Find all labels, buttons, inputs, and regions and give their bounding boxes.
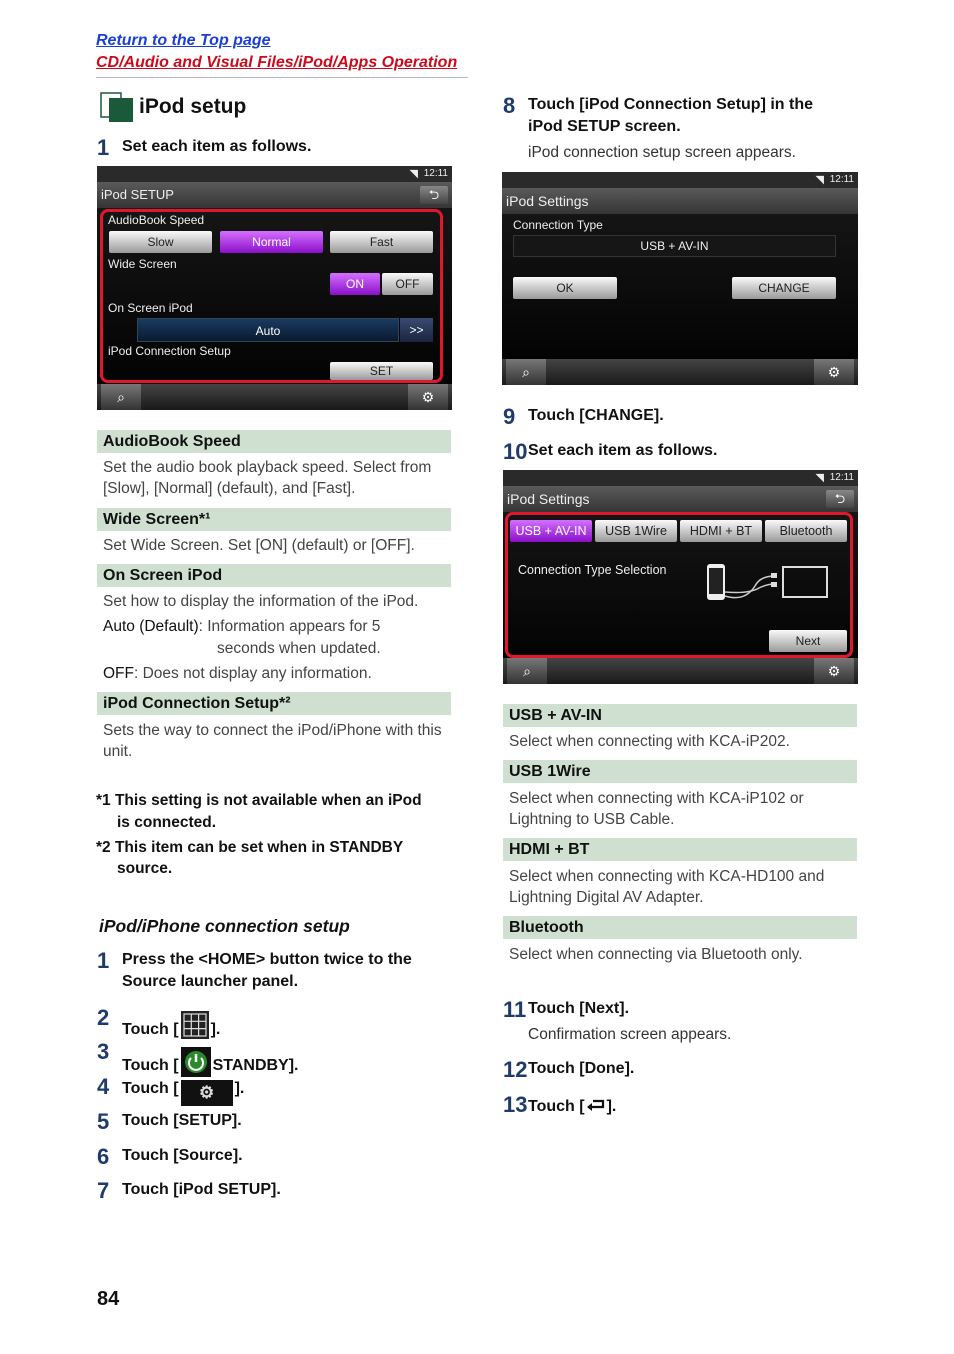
screen-title: iPod Settings [502, 188, 858, 214]
page-title: iPod setup [139, 95, 247, 118]
step-text: Touch [Source]. [122, 1147, 243, 1164]
step-number: 4 [97, 1074, 110, 1099]
footnote: *2 This item can be set when in STANDBY [96, 839, 404, 856]
item-head: Wide Screen*¹ [97, 508, 451, 531]
slow-button[interactable]: Slow [109, 231, 212, 253]
step-text: Touch [iPod SETUP]. [122, 1181, 281, 1198]
item-body: Set how to display the information of the iPod. [103, 593, 419, 610]
step-number: 5 [97, 1109, 110, 1134]
step-sub: Confirmation screen appears. [528, 1026, 732, 1043]
step-text: Touch [Done]. [528, 1060, 635, 1077]
normal-button[interactable]: Normal [220, 231, 323, 253]
section-icon [100, 92, 134, 122]
item-head: USB + AV-IN [503, 704, 857, 727]
return-icon [585, 1096, 607, 1114]
item-body-cont: Lightning to USB Cable. [509, 811, 675, 828]
screen-footer [97, 384, 452, 410]
onscreen-value: Auto [137, 318, 399, 342]
status-bar [97, 166, 452, 182]
conn-type-label: Connection Type [513, 218, 603, 232]
step-number: 11 [503, 997, 527, 1022]
footnote-cont: source. [117, 860, 173, 877]
item-body: Select when connecting with KCA-iP202. [509, 733, 790, 750]
wide-off-button[interactable]: OFF [382, 273, 433, 295]
step-number: 12 [503, 1057, 528, 1082]
item-body: Set Wide Screen. Set [ON] (default) or [OFF]. [103, 537, 415, 554]
item-body: Select when connecting with KCA-HD100 and [509, 868, 825, 885]
nav-divider [96, 77, 468, 78]
auto-term: Auto (Default) [103, 618, 199, 635]
status-bar [502, 172, 858, 188]
grid-icon [181, 1011, 209, 1039]
step-number: 1 [97, 948, 110, 973]
set-button[interactable]: SET [330, 362, 433, 380]
wifi-icon: ◥ [815, 472, 824, 484]
step-number: 2 [97, 1005, 110, 1030]
connection-type-screen [503, 470, 858, 684]
auto-desc: : Information appears for 5 [198, 618, 381, 635]
audiobook-label: AudioBook Speed [108, 213, 205, 227]
step-number: 6 [97, 1144, 110, 1169]
fast-button[interactable]: Fast [330, 231, 433, 253]
status-bar [503, 470, 858, 486]
standby-icon [181, 1047, 211, 1077]
item-head: On Screen iPod [97, 564, 451, 587]
item-body: Select when connecting with KCA-iP102 or [509, 790, 804, 807]
search-icon[interactable]: ⌕ [506, 359, 546, 385]
tab-usb-av-in[interactable]: USB + AV-IN [510, 520, 592, 542]
screen-footer [503, 658, 858, 684]
wide-screen-label: Wide Screen [108, 257, 177, 271]
step-text: Touch [Next]. [528, 1000, 630, 1017]
step-number: 10 [503, 439, 528, 464]
item-head: AudioBook Speed [97, 430, 451, 453]
onscreen-next-button[interactable]: >> [400, 318, 433, 342]
step-number: 13 [503, 1092, 528, 1117]
step-text: Set each item as follows. [528, 442, 718, 459]
conn-type-value: USB + AV-IN [513, 235, 836, 257]
tab-usb-1wire[interactable]: USB 1Wire [595, 520, 677, 542]
wifi-icon: ◥ [815, 174, 824, 186]
search-icon[interactable]: ⌕ [507, 658, 547, 684]
step-number: 8 [503, 93, 516, 118]
wifi-icon: ◥ [409, 168, 418, 180]
item-body-cont: Lightning Digital AV Adapter. [509, 889, 704, 906]
selection-label: Connection Type Selection [518, 563, 667, 577]
step-number: 7 [97, 1178, 110, 1203]
off-term: OFF [103, 665, 134, 682]
step-text-cont: iPod SETUP screen. [528, 118, 681, 135]
ok-button[interactable]: OK [513, 277, 617, 299]
clock: 12:11 [829, 174, 854, 185]
step-text: Touch [ ⚙ ]. [122, 1075, 244, 1101]
onscreen-label: On Screen iPod [108, 301, 193, 315]
footnote: *1 This setting is not available when an iPod [96, 792, 422, 809]
next-button[interactable]: Next [769, 630, 847, 652]
item-head: HDMI + BT [503, 838, 857, 861]
step-text: Press the <HOME> button twice to the [122, 951, 412, 968]
highlight-frame [505, 512, 853, 658]
back-icon[interactable]: ⮌ [420, 186, 448, 204]
return-top-link[interactable]: Return to the Top page [96, 32, 271, 49]
step-text: Set each item as follows. [122, 138, 312, 155]
screen-title: iPod SETUP [97, 182, 452, 208]
ipod-setup-screen [97, 166, 452, 410]
subheading: iPod/iPhone connection setup [99, 916, 350, 936]
tab-hdmi-bt[interactable]: HDMI + BT [680, 520, 762, 542]
clock: 12:11 [423, 168, 448, 179]
page-number: 84 [97, 1288, 120, 1310]
conn-setup-label: iPod Connection Setup [108, 344, 231, 358]
highlight-frame [100, 209, 443, 383]
step-text: Touch [iPod Connection Setup] in the [528, 96, 814, 113]
gear-icon[interactable]: ⚙ [814, 359, 854, 385]
screen-title: iPod Settings [503, 486, 858, 512]
wide-on-button[interactable]: ON [330, 273, 380, 295]
step-number: 9 [503, 404, 516, 429]
item-body: Select when connecting via Bluetooth only. [509, 946, 803, 963]
step-text: Touch [ ]. [528, 1098, 617, 1115]
footnote-cont: is connected. [117, 814, 217, 831]
screen-footer [502, 359, 858, 385]
step-text: Touch [CHANGE]. [528, 407, 664, 424]
step-sub: iPod connection setup screen appears. [528, 144, 796, 161]
step-text-cont: Source launcher panel. [122, 973, 299, 990]
item-body: Set the audio book playback speed. Select from [Slow], [Normal] (default), and [Fast]. [103, 459, 432, 497]
clock: 12:11 [829, 472, 854, 483]
section-link[interactable]: CD/Audio and Visual Files/iPod/Apps Operation [96, 54, 458, 71]
step-text: Touch [ ]. [122, 1006, 220, 1041]
step-text: Touch [SETUP]. [122, 1112, 242, 1129]
step-number: 3 [97, 1039, 110, 1064]
tab-bluetooth[interactable]: Bluetooth [765, 520, 847, 542]
step-text: Touch [ STANDBY]. [122, 1040, 299, 1077]
gear-icon: ⚙ [181, 1080, 233, 1106]
item-head: Bluetooth [503, 916, 857, 939]
off-desc: : Does not display any information. [134, 665, 372, 682]
step-number: 1 [97, 135, 110, 160]
gear-icon[interactable]: ⚙ [408, 384, 448, 410]
item-head: USB 1Wire [503, 760, 857, 783]
change-button[interactable]: CHANGE [732, 277, 836, 299]
gear-icon[interactable]: ⚙ [814, 658, 854, 684]
ipod-settings-screen [502, 172, 858, 385]
search-icon[interactable]: ⌕ [101, 384, 141, 410]
back-icon[interactable]: ⮌ [826, 490, 854, 508]
item-body: Sets the way to connect the iPod/iPhone with this unit. [103, 722, 442, 760]
item-head: iPod Connection Setup*² [97, 692, 451, 715]
auto-desc-cont: seconds when updated. [217, 640, 381, 657]
